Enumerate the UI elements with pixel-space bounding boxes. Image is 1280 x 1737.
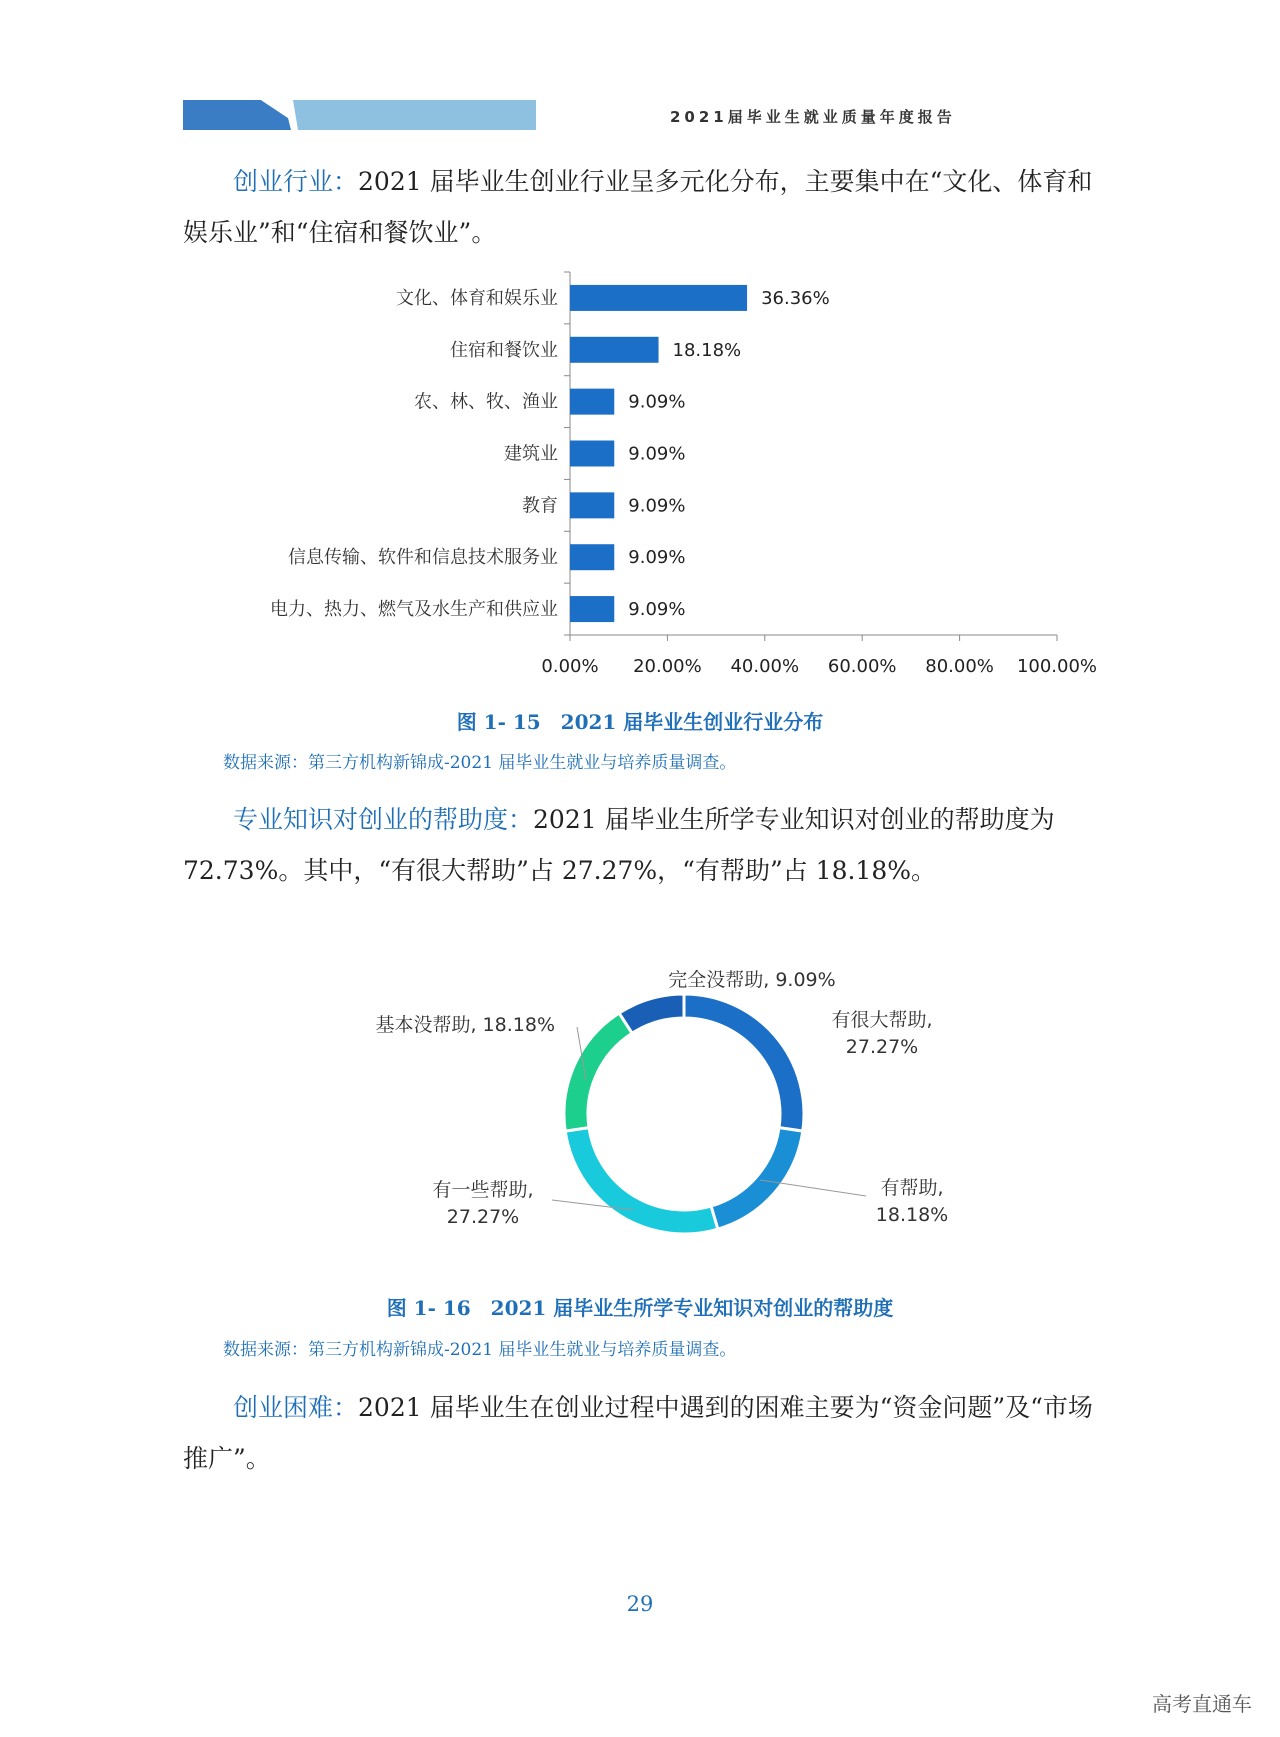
slice-label: 完全没帮助, 9.09% — [668, 969, 836, 991]
data-source-1: 数据来源：第三方机构新锦成-2021 届毕业生就业与培养质量调查。 — [223, 753, 737, 773]
category-label: 农、林、牧、渔业 — [414, 391, 558, 413]
slice-label: 基本没帮助, 18.18% — [375, 1014, 555, 1036]
category-label: 建筑业 — [504, 443, 558, 465]
x-tick-label: 0.00% — [541, 656, 599, 677]
bar-value-label: 9.09% — [628, 599, 686, 621]
category-label: 教育 — [522, 495, 558, 517]
page-number: 29 — [626, 1592, 654, 1616]
bar-value-label: 9.09% — [628, 391, 686, 413]
slice-label: 有帮助, — [880, 1177, 944, 1199]
slice-label: 18.18% — [875, 1204, 949, 1226]
bar-value-label: 36.36% — [761, 287, 830, 309]
bar-value-label: 9.09% — [628, 547, 686, 569]
donut-slice — [711, 1128, 803, 1229]
knowledge-help-keyword: 专业知识对创业的帮助度： — [233, 805, 534, 834]
bar-value-label: 9.09% — [628, 495, 686, 517]
category-label: 住宿和餐饮业 — [450, 339, 558, 361]
x-tick-label: 40.00% — [730, 656, 800, 677]
category-label: 文化、体育和娱乐业 — [396, 287, 558, 309]
slice-label: 27.27% — [446, 1206, 520, 1228]
knowledge-help-text: 2021 届毕业生所学专业知识对创业的帮助度为 72.73%。其中，“有很大帮助”占 27.27%，“有帮助”占 18.18%。 — [183, 805, 1055, 885]
watermark-text: 高考直通车 — [1152, 1692, 1252, 1716]
category-label: 信息传输、软件和信息技术服务业 — [288, 547, 558, 569]
slice-label: 有一些帮助, — [432, 1179, 534, 1201]
donut-slice — [619, 994, 684, 1033]
x-tick-label: 60.00% — [827, 656, 897, 677]
bar-value-label: 18.18% — [672, 339, 742, 361]
x-tick-label: 100.00% — [1016, 656, 1098, 677]
report-header-title: 2021届毕业生就业质量年度报告 — [670, 108, 956, 126]
donut-slice — [564, 1013, 632, 1131]
figure-caption-1-16: 图 1- 16 2021 届毕业生所学专业知识对创业的帮助度 — [386, 1296, 894, 1320]
slice-label: 27.27% — [845, 1036, 919, 1058]
x-tick-label: 20.00% — [633, 656, 702, 677]
difficulty-text: 2021 届毕业生在创业过程中遇到的困难主要为“资金问题”及“市场推广”。 — [183, 1393, 1093, 1473]
slice-label: 有很大帮助, — [831, 1009, 933, 1031]
donut-slice — [565, 1128, 718, 1234]
industry-keyword: 创业行业： — [233, 167, 359, 196]
bar-value-label: 9.09% — [628, 443, 686, 465]
category-label: 电力、热力、燃气及水生产和供应业 — [270, 599, 558, 621]
figure-caption-1-15: 图 1- 15 2021 届毕业生创业行业分布 — [456, 710, 824, 734]
data-source-2: 数据来源：第三方机构新锦成-2021 届毕业生就业与培养质量调查。 — [223, 1340, 737, 1360]
x-tick-label: 80.00% — [925, 656, 994, 677]
difficulty-keyword: 创业困难： — [233, 1393, 359, 1422]
donut-slice — [684, 994, 804, 1131]
difficulty-paragraph — [183, 1382, 1108, 1484]
industry-text: 2021 届毕业生创业行业呈多元化分布，主要集中在“文化、体育和娱乐业”和“住宿和餐饮业”。 — [183, 167, 1093, 247]
